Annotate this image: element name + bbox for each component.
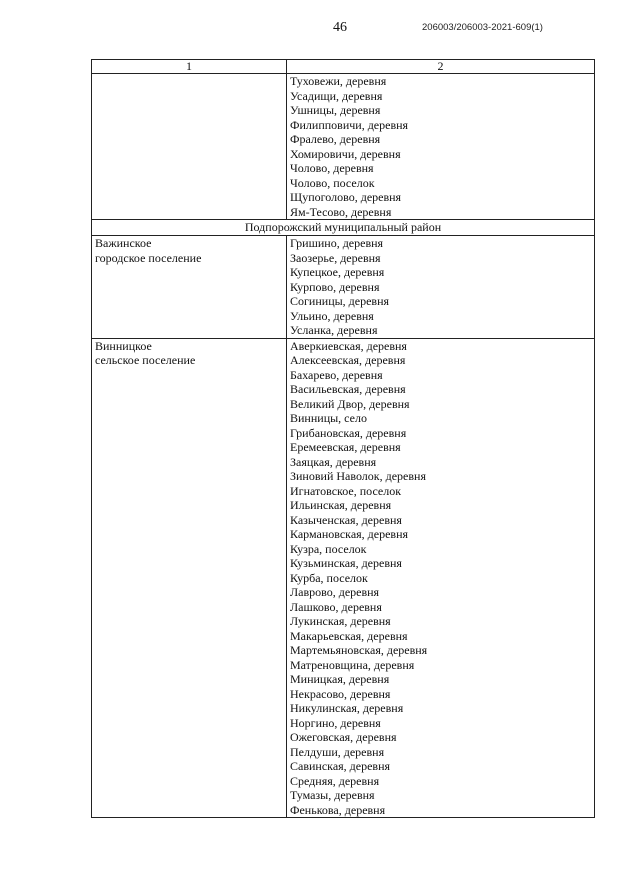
table-row bbox=[92, 338, 595, 818]
locality-item: Кузра, поселок bbox=[290, 541, 367, 556]
locality-item: Мартемьяновская, деревня bbox=[290, 643, 428, 657]
locality-item: Курпово, деревня bbox=[290, 279, 380, 294]
locality-item: Казыченская, деревня bbox=[290, 512, 402, 527]
locality-item: Фенькова, деревня bbox=[290, 802, 386, 817]
settlement-type: городское поселение bbox=[95, 250, 202, 265]
locality-item: Усланка, деревня bbox=[290, 323, 378, 337]
settlement-name: Важинское bbox=[95, 236, 152, 250]
locality-item: Средняя, деревня bbox=[290, 773, 380, 788]
settlement-name-cell bbox=[92, 74, 287, 220]
locality-item: Ильинская, деревня bbox=[290, 498, 392, 512]
locality-item: Савинская, деревня bbox=[290, 759, 391, 773]
locality-item: Еремеевская, деревня bbox=[290, 440, 401, 454]
locality-item: Щупоголово, деревня bbox=[290, 190, 402, 204]
column-header-1: 1 bbox=[92, 60, 287, 74]
page-number: 46 bbox=[333, 20, 347, 35]
district-name: Подпорожский муниципальный район bbox=[92, 220, 595, 236]
locality-item: Купецкое, деревня bbox=[290, 265, 385, 279]
locality-item: Тумазы, деревня bbox=[290, 788, 375, 802]
locality-item: Ям-Тесово, деревня bbox=[290, 204, 392, 219]
locality-item: Бахарево, деревня bbox=[290, 367, 383, 382]
locality-item: Аверкиевская, деревня bbox=[290, 338, 407, 353]
locality-item: Курба, поселок bbox=[290, 570, 368, 585]
locality-item: Игнатовское, поселок bbox=[290, 483, 402, 498]
locality-item: Чолово, поселок bbox=[290, 175, 375, 190]
locality-item: Филипповичи, деревня bbox=[290, 117, 409, 132]
locality-item: Лаврово, деревня bbox=[290, 585, 380, 599]
locality-item: Усадищи, деревня bbox=[290, 88, 383, 103]
locality-item: Ушницы, деревня bbox=[290, 103, 381, 117]
locality-item: Макарьевская, деревня bbox=[290, 628, 408, 643]
settlement-name: Винницкое bbox=[95, 338, 152, 353]
locality-item: Согиницы, деревня bbox=[290, 294, 390, 308]
localities-cell bbox=[287, 74, 595, 220]
locality-item: Алексеевская, деревня bbox=[290, 353, 406, 367]
locality-item: Матреновщина, деревня bbox=[290, 657, 415, 672]
locality-item: Заяцкая, деревня bbox=[290, 454, 377, 469]
locality-item: Никулинская, деревня bbox=[290, 701, 404, 715]
locality-item: Туховежи, деревня bbox=[290, 74, 387, 88]
locality-item: Хомировичи, деревня bbox=[290, 146, 401, 161]
document-code: 206003/206003-2021-609(1) bbox=[422, 22, 543, 33]
locality-item: Ульино, деревня bbox=[290, 308, 374, 323]
locality-item: Кармановская, деревня bbox=[290, 527, 409, 541]
locality-item: Лукинская, деревня bbox=[290, 614, 391, 628]
locality-item: Великий Двор, деревня bbox=[290, 396, 410, 411]
localities-cell bbox=[287, 338, 595, 818]
settlements-table bbox=[91, 59, 595, 818]
settlement-name-cell bbox=[92, 236, 287, 339]
settlement-type: сельское поселение bbox=[95, 353, 196, 367]
locality-item: Некрасово, деревня bbox=[290, 686, 391, 701]
locality-item: Пелдуши, деревня bbox=[290, 744, 385, 759]
locality-item: Зиновий Наволок, деревня bbox=[290, 469, 426, 483]
locality-item: Чолово, деревня bbox=[290, 161, 374, 175]
locality-item: Грибановская, деревня bbox=[290, 425, 407, 440]
locality-item: Фралево, деревня bbox=[290, 132, 381, 146]
localities-cell bbox=[287, 236, 595, 339]
locality-item: Кузьминская, деревня bbox=[290, 556, 402, 570]
table-row bbox=[92, 74, 595, 220]
locality-item: Ожеговская, деревня bbox=[290, 730, 397, 744]
table-header-row bbox=[92, 60, 595, 74]
locality-item: Норгино, деревня bbox=[290, 715, 381, 730]
locality-item: Заозерье, деревня bbox=[290, 250, 381, 265]
table-row bbox=[92, 236, 595, 339]
locality-item: Миницкая, деревня bbox=[290, 672, 390, 686]
locality-item: Васильевская, деревня bbox=[290, 382, 406, 396]
column-header-2: 2 bbox=[287, 60, 595, 74]
locality-item: Винницы, село bbox=[290, 411, 367, 425]
settlement-name-cell bbox=[92, 338, 287, 818]
district-row bbox=[92, 220, 595, 236]
locality-item: Гришино, деревня bbox=[290, 236, 384, 250]
locality-item: Лашково, деревня bbox=[290, 599, 382, 614]
